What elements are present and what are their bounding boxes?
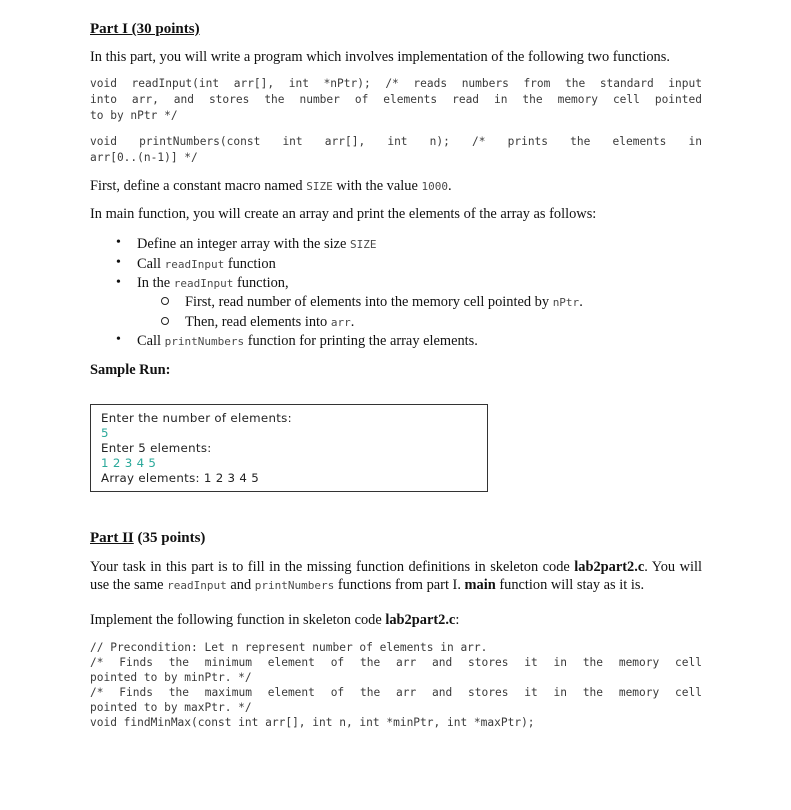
- part1-intro: In this part, you will write a program which involves implementation of the following two functions.: [90, 49, 670, 65]
- skeleton-filename: lab2part2.c: [574, 559, 645, 575]
- list-item-text: Define an integer array with the size: [137, 236, 347, 252]
- part2-task-line1: [90, 559, 702, 576]
- macro-value: 1000: [421, 180, 448, 193]
- list-item-text: Call: [137, 256, 161, 272]
- list-item: [137, 256, 276, 273]
- list-item: [137, 275, 289, 292]
- circle-bullet-icon: [161, 297, 169, 305]
- list-item-text: Call: [137, 333, 161, 349]
- list-item-text: Then, read elements into: [185, 314, 328, 330]
- bullet-icon: •: [116, 255, 121, 270]
- implement-text: :: [455, 612, 460, 628]
- inline-code: SIZE: [349, 238, 377, 251]
- inline-code: nPtr: [552, 296, 580, 309]
- task-text: function will stay as it is.: [499, 577, 645, 593]
- task-text: and: [230, 577, 252, 593]
- code-line: pointed to by minPtr. */: [90, 671, 252, 684]
- bullet-icon: •: [116, 332, 121, 347]
- macro-text: First, define a constant macro named: [90, 178, 303, 194]
- sub-list-item: [185, 314, 354, 331]
- inline-code: readInput: [167, 579, 227, 592]
- code-line: arr[0..(n-1)] */: [90, 151, 198, 164]
- terminal-line: Enter 5 elements:: [101, 441, 212, 455]
- list-item-text: In the: [137, 275, 171, 291]
- code-line: into arr, and stores the number of elements read in the memory cell pointed: [90, 93, 702, 106]
- code-line: void findMinMax(const int arr[], int n, int *minPtr, int *maxPtr);: [90, 716, 535, 729]
- list-item-text: function for printing the array elements.: [247, 333, 478, 349]
- main-intro: In main function, you will create an array and print the elements of the array as follows:: [90, 206, 597, 222]
- code-line: /* Finds the maximum element of the arr and stores it in the memory cell: [90, 686, 702, 699]
- macro-mid: with the value: [336, 178, 418, 194]
- skeleton-filename: lab2part2.c: [385, 612, 456, 628]
- inline-code: arr: [330, 316, 351, 329]
- part2-task-line2: [90, 577, 644, 594]
- list-item: [137, 333, 478, 350]
- task-text: Your task in this part is to fill in the missing function definitions in skeleton code: [90, 559, 570, 575]
- inline-code: printNumbers: [254, 579, 335, 592]
- sample-run-label: Sample Run:: [90, 362, 171, 378]
- terminal-user-input: 1 2 3 4 5: [101, 456, 157, 470]
- part2-heading: [90, 530, 205, 547]
- code-line: void printNumbers(const int arr[], int n); /* prints the elements in: [90, 135, 702, 148]
- implement-instruction: [90, 612, 459, 629]
- macro-name: SIZE: [306, 180, 333, 193]
- list-item-text: function: [227, 256, 276, 272]
- part1-heading: Part I (30 points): [90, 21, 200, 37]
- implement-text: Implement the following function in skeleton code: [90, 612, 382, 628]
- terminal-line: Enter the number of elements:: [101, 411, 292, 425]
- code-line: void readInput(int arr[], int *nPtr); /* reads numbers from the standard input: [90, 77, 702, 90]
- inline-code: readInput: [164, 258, 225, 271]
- terminal-output: [90, 404, 488, 492]
- task-text: . You will: [644, 559, 702, 575]
- macro-end: .: [447, 178, 452, 194]
- task-text: functions from part I.: [337, 577, 461, 593]
- bullet-icon: •: [116, 235, 121, 250]
- bullet-icon: •: [116, 275, 121, 290]
- list-item-text: function,: [237, 275, 289, 291]
- list-item-text: .: [579, 294, 583, 310]
- terminal-line: Array elements: 1 2 3 4 5: [101, 471, 260, 485]
- list-item: [137, 236, 376, 253]
- inline-code: readInput: [173, 277, 234, 290]
- code-line: // Precondition: Let n represent number of elements in arr.: [90, 641, 488, 654]
- list-item-text: .: [350, 314, 355, 330]
- code-line: /* Finds the minimum element of the arr and stores it in the memory cell: [90, 656, 702, 669]
- inline-code: printNumbers: [164, 335, 245, 348]
- sub-list-item: [185, 294, 583, 311]
- code-line: pointed to by maxPtr. */: [90, 701, 252, 714]
- list-item-text: First, read number of elements into the memory cell pointed by: [185, 294, 550, 310]
- code-line: to by nPtr */: [90, 109, 178, 122]
- macro-instruction: [90, 178, 452, 195]
- circle-bullet-icon: [161, 317, 169, 325]
- task-text: use the same: [90, 577, 164, 593]
- part2-heading-points: (35 points): [133, 530, 206, 546]
- part2-heading-main: Part II: [90, 530, 134, 546]
- terminal-user-input: 5: [101, 426, 109, 440]
- main-keyword: main: [464, 577, 496, 593]
